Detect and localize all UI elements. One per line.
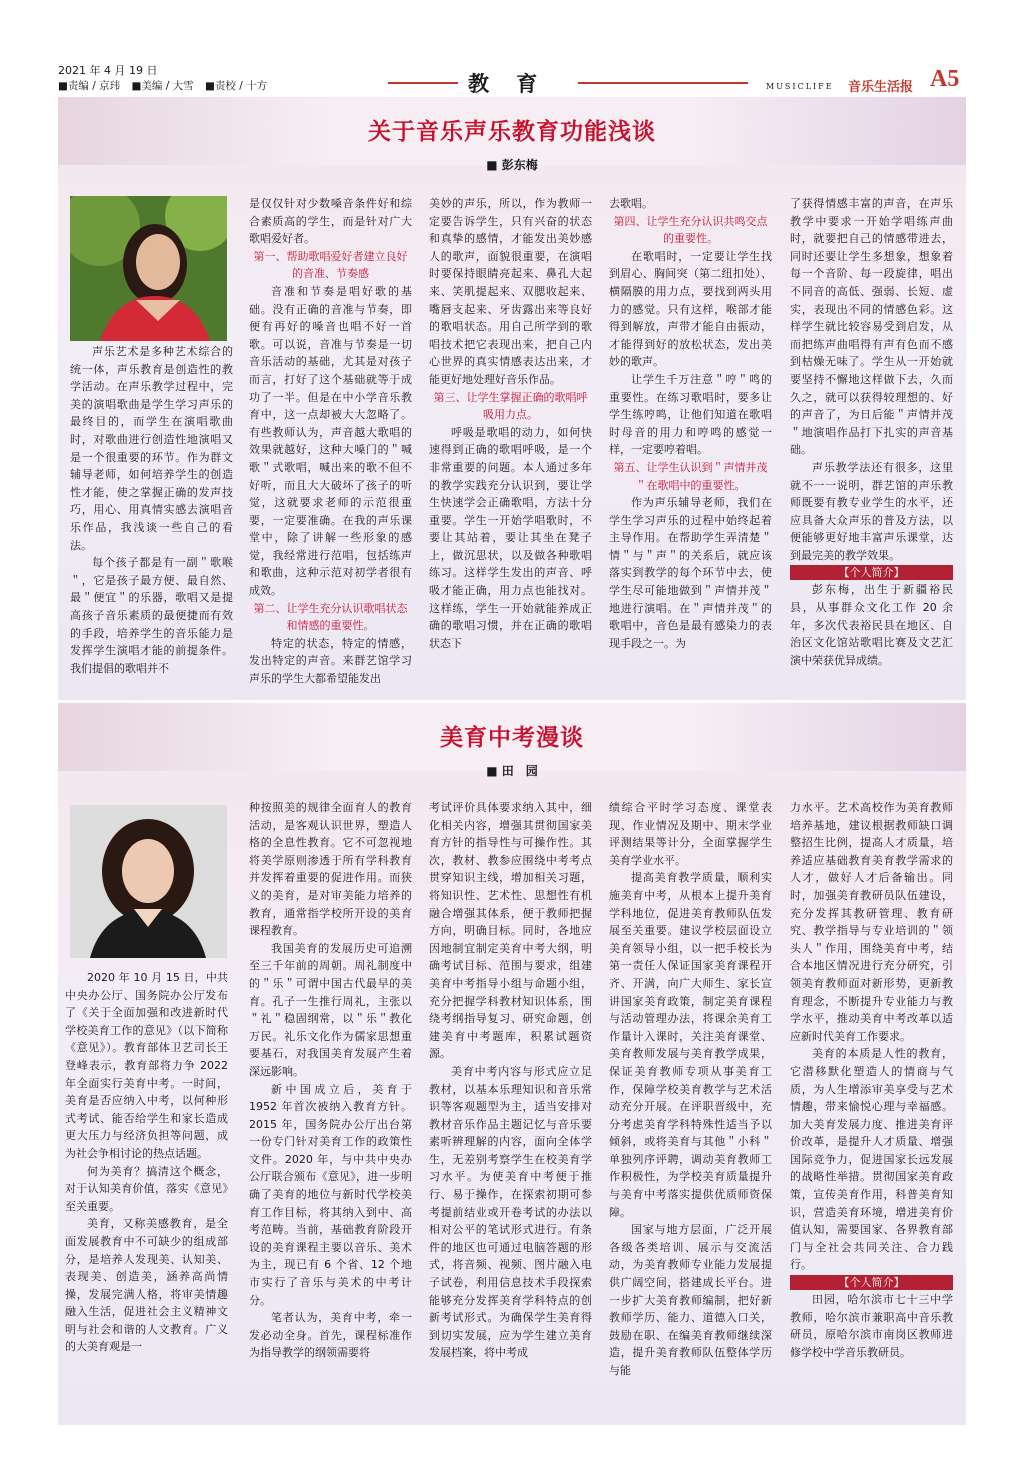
author-byline: ■ 田 园 xyxy=(486,764,538,778)
paragraph: 去歌唱。 xyxy=(609,197,653,210)
paragraph: 让学生千万注意＂哼＂鸣的重要性。在练习歌唱时，要多让学生练哼鸣，让他们知道在歌唱时母音的用力和哼鸣的感觉一样，一定要哼着唱。 xyxy=(609,372,772,457)
page-number: A5 xyxy=(930,66,960,92)
paragraph: 美育，又称美感教育，是全面发展教育中不可缺少的组成部分，是培养人发现美、认知美、表现美、创造美，涵养高尚情操，发展完满人格，将审美情趣融入生活，促进社会主义精神文明与社会和谐的人文教育。广义的大美育观是一 xyxy=(65,1217,228,1354)
article-aesthetic-exam xyxy=(58,703,966,1425)
text-column-1 xyxy=(70,343,233,677)
section-name: 教 育 xyxy=(468,71,548,96)
section-subheading: 第二、让学生充分认识歌唱状态和情感的重要性。 xyxy=(253,601,408,633)
brand-english: MUSICLIFE xyxy=(766,82,834,91)
section-subheading: 第一、帮助歌唱爱好者建立良好的音准、节奏感 xyxy=(253,249,408,281)
masthead-rule-left xyxy=(388,82,458,84)
brand-name: 音乐生活报 xyxy=(848,80,914,95)
paragraph: 每个孩子都是有一副＂歌喉＂，它是孩子最方便、最自然、最＂便宜＂的乐器，歌唱又是提高孩子音乐素质的最便捷而有效的手段，培养学生的音乐能力是发挥学生演唱才能的前提条件。我们提倡的歌唱并不 xyxy=(70,556,233,675)
text-column-3 xyxy=(429,195,592,652)
paragraph: 种按照美的规律全面育人的教育活动，是客观认识世界，塑造人格的全息性教育。它不可忽视地将美学原则渗透于所有学科教育并发挥着重要的促进作用。而狭义的美育，是对审美能力培养的教育，通常指学校所开设的美育课程教育。 xyxy=(249,801,412,938)
paragraph: 考试评价具体要求纳入其中，细化相关内容，增强其贯彻国家美育方针的指导性与可操作性。其次，教材、教参应围绕中考考点贯穿知识主线，增加相关习题，将知识性、艺术性、思想性有机融合增强其体系，便于教师把握方向，明确目标。同时，各地应因地制宜制定美育中考大纲，明确考试目标、范围与要求，组建美育中考指导小组与命题小组，充分把握学科教材知识体系，围绕考纲指导复习、研究命题，创建美育中考题库，积累试题资源。 xyxy=(429,801,592,1061)
paragraph: 绩综合平时学习态度、课堂表现、作业情况及期中、期末学业评测结果等计分，全面掌握学生美育学业水平。 xyxy=(609,801,772,867)
paragraph: 在歌唱时，一定要让学生找到眉心、胸间突（第二纽扣处）、横隔膜的用力点，要找到两头用力的感觉。只有这样，喉部才能得到解放，声带才能自由振动，才能得到好的放松状态，发出美妙的歌声。 xyxy=(609,249,772,369)
text-column-4 xyxy=(609,799,772,1380)
text-column-2 xyxy=(249,195,412,688)
article-title: 关于音乐声乐教育功能浅谈 xyxy=(368,118,656,145)
section-subheading: 第四、让学生充分认识共鸣交点的重要性。 xyxy=(613,214,768,246)
paragraph: 音准和节奏是唱好歌的基础。没有正确的音准与节奏，即便有再好的嗓音也唱不好一首歌。可以说，音准与节奏是一切音乐活动的基础，尤其是对孩子而言，打好了这个基础就等于成功了一半。但是在中小学音乐教育中，这一点却被大大忽略了。有些教师认为，声音越大歌唱的效果就越好，这种大嗓门的＂喊歌＂式歌唱，喊出来的歌不但不好听，而且大大破坏了孩子的听觉，这就要求老师的示范很重要，一定要准确。在我的声乐课堂中，除了讲解一些形象的感觉，我经常进行范唱，包括练声和歌曲，这种示范对初学者很有成效。 xyxy=(249,284,412,598)
paragraph: 美育中考内容与形式应立足教材，以基本乐理知识和音乐常识等客观题型为主，适当安排对教材音乐作品主题记忆与音乐要素听辨理解的内容，面向全体学生，无差别考察学生在校美育学习水平。为使美育中考便于推行、易于操作，在探索初期可参考提前结业或开卷考试的办法以相对公平的笔试形式进行。有条件的地区也可通过电脑答题的形式，将音频、视频、图片融入电子试卷，利用信息技术手段探索能够充分发挥美育学科特点的创新考试形式。为确保学生美育得到切实发展，应为学生建立美育发展档案，将中考成 xyxy=(429,1064,592,1360)
paragraph: 美妙的声乐，所以，作为教师一定要告诉学生，只有兴奋的状态和真挚的感情，才能发出美妙感人的歌声，面貌很重要，在演唱时要保持眼睛亮起来、鼻孔大起来、笑肌提起来、双腮收起来、嘴唇支起来、牙齿露出来等良好的歌唱状态。用自己所学到的歌唱技术把它表现出来，把自己内心世界的真实情感表达出来，才能更好地处理好音乐作品。 xyxy=(429,197,592,386)
paragraph: 彭东梅，出生于新疆裕民县，从事群众文化工作 20 余年，多次代表裕民县在地区、自治区文化馆站歌唱比赛及文艺汇演中荣获优异成绩。 xyxy=(790,583,953,667)
bio-heading: 【个人简介】 xyxy=(790,565,953,580)
paragraph: 作为声乐辅导老师，我们在学生学习声乐的过程中始终起着主导作用。在帮助学生弄清楚＂情＂与＂声＂的关系后，就应该落实到教学的每个环节中去，使学生尽可能地做到＂声情并茂＂地进行演唱。在＂声情并茂＂的歌唱中，音色是最有感染力的表现手段之一。为 xyxy=(609,496,772,650)
editor-credits xyxy=(58,80,275,93)
article-vocal-education xyxy=(58,97,966,700)
editor-credit: ■责校 / 十方 xyxy=(204,80,268,92)
text-column-1 xyxy=(65,969,228,1356)
paragraph: 国家与地方层面，广泛开展各级各类培训、展示与交流活动，为美育教师专业能力发展提供广阔空间，搭建成长平台。进一步扩大美育教师编制，把好新教师学历、能力、道德入口关，鼓励在职、在编美育教师继续深造，提升美育教师队伍整体学历与能 xyxy=(609,1223,772,1377)
paragraph: 力水平。艺术高校作为美育教师培养基地，建议根据教师缺口调整招生比例，提高人才质量，培养适应基础教育美育教学需求的人才，做好人才后备输出。同时，加强美育教研员队伍建设，充分发挥其教研管理、教育研究、教学指导与专业培训的＂领头人＂作用，围绕美育中考，结合本地区情况进行充分研究，引领美育教师面对新形势，更新教育理念，不断提升专业能力与教学水平，推动美育中考改革以适应新时代美育工作要求。 xyxy=(790,801,953,1043)
text-column-4 xyxy=(609,195,772,652)
author-photo xyxy=(70,805,227,958)
paragraph: 笔者认为，美育中考，牵一发必动全身。首先，课程标准作为指导教学的纲领需要将 xyxy=(249,1311,412,1360)
issue-date: 2021 年 4 月 19 日 xyxy=(58,64,158,77)
paragraph: 呼吸是歌唱的动力，如何快速得到正确的歌唱呼吸，是一个非常重要的问题。本人通过多年的教学实践充分认识到，要让学生快速学会正确歌唱，方法十分重要。学生一开始学唱歌时，不要让其站着，要让其坐在凳子上，做沉思状，以及做各种歌唱练习。这样学生发出的声音、呼吸才能正确，用力点也能找对。这样练，学生一开始就能养成正确的歌唱习惯，并在正确的歌唱状态下 xyxy=(429,425,592,650)
paragraph: 何为美育？搞清这个概念，对于认知美育价值，落实《意见》至关重要。 xyxy=(65,1164,228,1213)
paragraph: 新中国成立后，美育于 1952 年首次被纳入教育方针。2015 年，国务院办公厅出台第一份专门针对美育工作的政策性文件。2020 年，与中共中央办公厅联合颁布《意见》，进一步明确了美育的地位与新时代学校美育工作目标，将其纳入到中、高考范畴。当前，基础教育阶段开设的美育课程主要以音乐、美术为主，现已有 6 个省、12 个地市实行了音乐与美术的中考计分。 xyxy=(249,1082,412,1307)
section-subheading: 第三、让学生掌握正确的歌唱呼吸用力点。 xyxy=(433,390,588,422)
author-byline: ■ 彭东梅 xyxy=(486,158,538,172)
paragraph: 声乐教学法还有很多，这里就不一一说明，群艺馆的声乐教师既要有教专业学生的水平，还应具备大众声乐的普及方法，以便能够更好地丰富声乐课堂，达到最完美的教学效果。 xyxy=(790,460,953,562)
article-title: 美育中考漫谈 xyxy=(440,724,584,751)
bio-heading: 【个人简介】 xyxy=(790,1275,953,1290)
editor-credit: ■美编 / 大雪 xyxy=(131,80,194,92)
paragraph: 2020 年 10 月 15 日，中共中央办公厅、国务院办公厅发布了《关于全面加强和改进新时代学校美育工作的意见》（以下简称《意见》）。教育部体卫艺司长王登峰表示，教育部将力争 2022 年全面实行美育中考。一时间，美育是否应纳入中考，以何种形式考试、能否给学生和家长造成更大压力与经济负担等问题，成为社会争相讨论的热点话题。 xyxy=(65,971,228,1160)
paragraph: 提高美育教学质量，顺利实施美育中考，从根本上提升美育学科地位，促进美育教师队伍发展至关重要。建议学校层面设立美育领导小组，以一把手校长为第一责任人保证国家美育课程开齐、开满，向广大师生、家长宣讲国家美育政策，制定美育课程与活动管理办法，将课余美育工作量计入课时，关注美育课堂、美育教师发展与美育教学成果，保证美育教师专项从事美育工作，保障学校美育教学与艺术活动充分开展。在评职晋级中，充分考虑美育学科特殊性适当予以倾斜，或将美育与其他＂小科＂单独列序评聘，调动美育教师工作积极性，为学校美育质量提升与美育中考落实提供优质师资保障。 xyxy=(609,871,772,1219)
masthead xyxy=(58,64,966,98)
text-column-5 xyxy=(790,799,953,1361)
text-column-5 xyxy=(790,195,953,669)
paragraph: 是仅仅针对少数嗓音条件好和综合素质高的学生，而是针对广大歌唱爱好者。 xyxy=(249,197,412,246)
text-column-3 xyxy=(429,799,592,1362)
author-photo xyxy=(70,196,227,341)
paragraph: 了获得情感丰富的声音，在声乐教学中要求一开始学唱练声曲时，就要把自己的情感带进去，同时还要让学生多想象，想象着每一个音阶、每一段旋律，唱出不同音的高低、强弱、长短、虚实，表现出不同的情感色彩。这样学生就比较容易受到启发，从而把练声曲唱得有声有色而不感到枯燥无味了。学生从一开始就要坚持不懈地这样做下去，久而久之，就可以获得较理想的、好的声音了，为日后能＂声情并茂＂地演唱作品打下扎实的声音基础。 xyxy=(790,197,953,457)
paragraph: 美育的本质是人性的教育，它潜移默化塑造人的情商与气质，为人生增添审美享受与艺术情趣，带来愉悦心理与幸福感。加大美育发展力度、推进美育评价改革，是提升人才质量、增强国际竞争力，促进国家长远发展的战略性举措。贯彻国家美育政策，宣传美育作用，科普美育知识，营造美育环境，增进美育价值认知，需要国家、各界教育部门与全社会共同关注、合力践行。 xyxy=(790,1047,953,1272)
editor-credit: ■责编 / 京玮 xyxy=(58,80,121,92)
paragraph: 田园，哈尔滨市七十三中学教师，哈尔滨市兼职高中音乐教研员，原哈尔滨市南岗区教师进修学校中学音乐教研员。 xyxy=(790,1293,953,1359)
paragraph: 声乐艺术是多种艺术综合的统一体，声乐教育是创造性的教学活动。在声乐教学过程中，完美的演唱歌曲是学生学习声乐的最终目的，而学生在演唱歌曲时，对歌曲进行创造性地演唱又是一个很重要的环节。作为群文辅导老师，如何培养学生的创造性才能，使之掌握正确的发声技巧，用心、用真情实感去演唱音乐作品，我浅谈一些自己的看法。 xyxy=(70,345,233,552)
text-column-2 xyxy=(249,799,412,1362)
masthead-rule-right xyxy=(578,82,748,84)
paragraph: 我国美育的发展历史可追溯至三千年前的周朝。周礼制度中的＂乐＂可谓中国古代最早的美育。孔子一生推行周礼，主张以＂礼＂稳固纲常，以＂乐＂教化万民。礼乐文化作为儒家思想重要基石，对我国美育发展产生着深远影响。 xyxy=(249,941,412,1078)
section-subheading: 第五、让学生认识到＂声情并茂＂在歌唱中的重要性。 xyxy=(613,460,768,492)
paragraph: 特定的状态，特定的情感，发出特定的声音。来群艺馆学习声乐的学生大都希望能发出 xyxy=(249,636,412,686)
